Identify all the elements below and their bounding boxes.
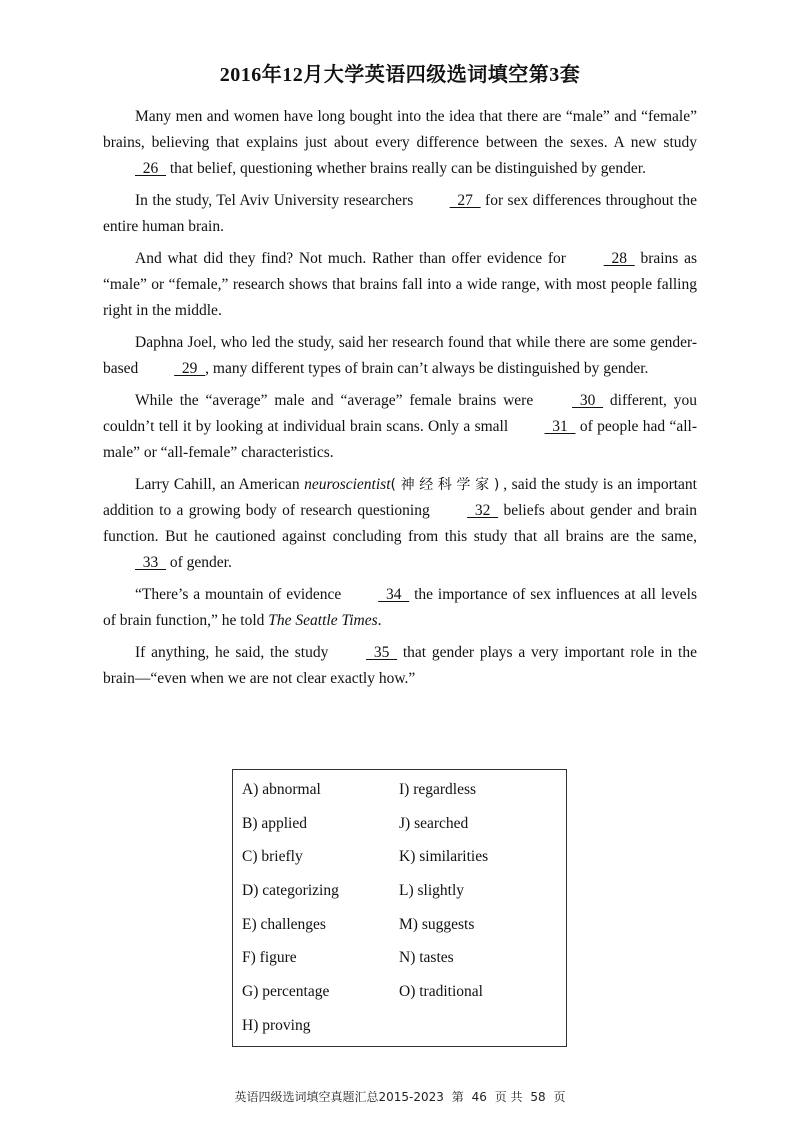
paragraph-2 [103,188,697,240]
paragraph-4 [103,330,697,382]
blank-31: 31 [544,418,576,435]
publication-title: The Seattle Times [268,612,378,629]
blank-29: 29 [174,360,206,377]
text: beliefs about gender and brain function. But he cautioned against concluding from this study that all brains are the same, [103,502,698,545]
option: N) tastes [399,949,454,967]
text: “There’s a mountain of evidence [135,586,347,603]
text: Larry Cahill, an American [135,476,305,493]
paragraph-6 [103,472,697,576]
option: E) challenges [242,915,326,933]
text: different, you couldn’t tell it by looking at individual brain scans. Only a small [103,392,697,435]
blank-35: 35 [366,644,398,661]
option: H) proving [242,1016,311,1034]
text: , many different types of brain can’t always be distinguished by gender. [205,360,649,377]
paragraph-3 [103,246,697,324]
option: K) similarities [399,848,489,866]
passage [103,104,697,698]
chinese-gloss: (神经科学家) [390,477,504,493]
option: G) percentage [242,983,330,1001]
text: brains as “male” or “female,” research shows that brains fall into a wide range, with most people falling right in the middle. [103,250,697,319]
paragraph-1 [103,104,697,182]
paragraph-5 [103,388,697,466]
text: that belief, questioning whether brains really can be distinguished by gender. [166,160,646,177]
blank-33: 33 [135,554,166,571]
word-bank [232,769,567,1047]
text: of people had “all-male” or “all-female” characteristics. [103,418,698,461]
option: I) regardless [399,781,477,798]
text: If anything, he said, the study [135,644,335,661]
text: While the “average” male and “average” female brains were [135,392,541,409]
page-title: 2016年12月大学英语四级选词填空第3套 [219,64,581,86]
option: L) slightly [399,882,465,900]
text: . [377,612,382,629]
option: M) suggests [399,915,475,933]
option: A) abnormal [242,781,321,798]
paragraph-7 [103,582,697,634]
text: that gender plays a very important role in the brain—“even when we are not clear exactly how.” [103,644,697,687]
text: And what did they find? Not much. Rather than offer evidence for [135,250,572,267]
blank-27: 27 [449,192,481,209]
footer-page-current: 46 [471,1090,487,1104]
text: In the study, Tel Aviv University researchers [135,192,418,209]
footer-page-total: 58 [530,1090,546,1104]
text: , said the study is an important addition to a growing body of research questioning [103,476,697,519]
option: B) applied [242,814,307,832]
text: Many men and women have long bought into the idea that there are “male” and “female” brains, believing that explains just about every difference between the sexes. A new study [103,108,697,151]
option: F) figure [242,949,297,967]
blank-28: 28 [603,250,635,267]
blank-30: 30 [572,392,604,409]
text: of gender. [166,554,232,571]
footer-page-mid: 页 共 [494,1090,523,1104]
footer-page-suffix: 页 [553,1090,566,1104]
blank-26: 26 [135,160,166,177]
option: C) briefly [242,848,303,866]
option: D) categorizing [242,882,339,900]
paragraph-8 [103,640,697,692]
word-bank-right-column [399,780,488,1016]
word-bank-left-column [242,780,339,1050]
option: O) traditional [399,983,483,1001]
page-footer [0,1088,800,1105]
text: for sex differences throughout the entire human brain. [103,192,697,235]
option: J) searched [399,814,469,832]
footer-page-prefix: 第 [451,1090,464,1104]
text: Daphna Joel, who led the study, said her research found that while there are some gender-based [103,334,697,377]
footer-source: 英语四级选词填空真题汇总2015-2023 [234,1090,444,1104]
blank-34: 34 [378,586,410,603]
blank-32: 32 [467,502,499,519]
text: the importance of sex influences at all levels of brain function,” he told [103,586,697,629]
italic-term: neuroscientist [304,476,391,493]
